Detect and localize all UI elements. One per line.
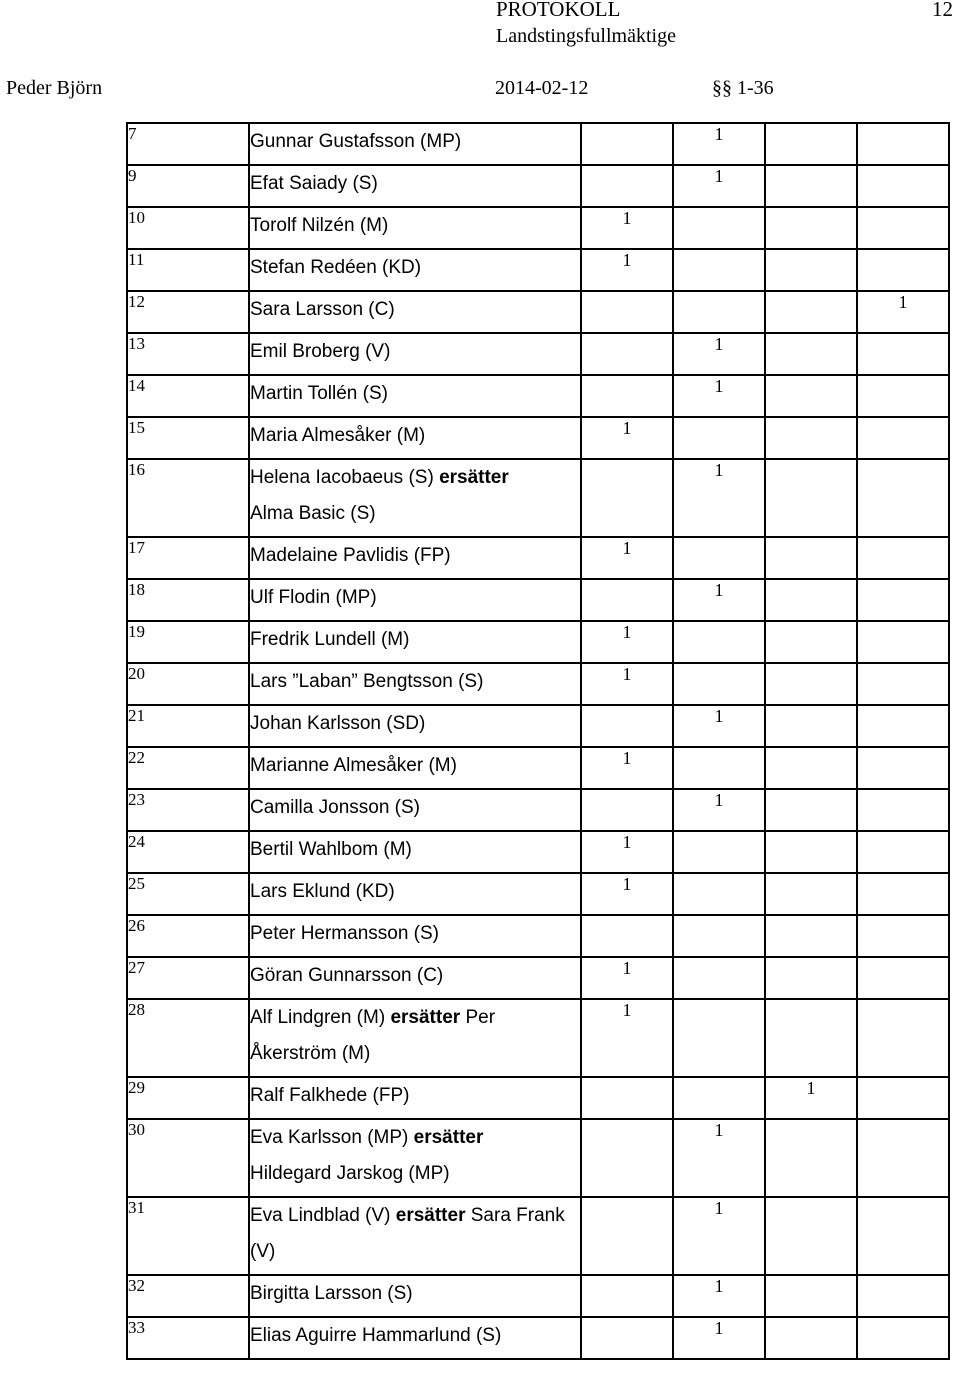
vote-extra [857,249,949,291]
vote-ja [581,1077,673,1119]
vote-ja: 1 [581,747,673,789]
substitute-keyword: ersätter [439,467,509,488]
vote-nej: 1 [673,789,765,831]
member-name: Torolf Nilzén (M) [249,207,581,249]
vote-nej [673,873,765,915]
vote-extra: 1 [857,291,949,333]
vote-avstar [765,249,857,291]
member-number: 22 [127,747,249,789]
member-number: 12 [127,291,249,333]
vote-nej [673,537,765,579]
voting-table-body [127,123,949,1359]
member-number: 28 [127,999,249,1077]
member-number: 15 [127,417,249,459]
table-row [127,1197,949,1275]
vote-avstar [765,999,857,1077]
vote-ja: 1 [581,417,673,459]
vote-ja [581,915,673,957]
vote-nej: 1 [673,1275,765,1317]
vote-nej [673,663,765,705]
member-number: 30 [127,1119,249,1197]
vote-nej [673,957,765,999]
member-name: Fredrik Lundell (M) [249,621,581,663]
vote-ja [581,333,673,375]
table-row [127,375,949,417]
member-name: Lars Eklund (KD) [249,873,581,915]
member-number: 25 [127,873,249,915]
document-subtitle: Landstingsfullmäktige [496,25,676,47]
vote-extra [857,1317,949,1359]
substitute-keyword: ersätter [390,1007,461,1028]
table-row [127,999,949,1077]
vote-avstar [765,1119,857,1197]
member-number: 11 [127,249,249,291]
member-name [249,999,581,1077]
vote-avstar [765,747,857,789]
member-number: 24 [127,831,249,873]
vote-extra [857,873,949,915]
vote-nej [673,417,765,459]
vote-extra [857,1275,949,1317]
member-number: 27 [127,957,249,999]
vote-avstar [765,333,857,375]
member-number: 18 [127,579,249,621]
vote-extra [857,957,949,999]
member-name-text: Eva Karlsson (MP) [250,1127,414,1148]
vote-avstar [765,417,857,459]
substitute-name-text: Sara Frank (V) [250,1205,565,1262]
vote-ja [581,1197,673,1275]
member-name: Ralf Falkhede (FP) [249,1077,581,1119]
member-name: Göran Gunnarsson (C) [249,957,581,999]
vote-avstar [765,705,857,747]
vote-ja: 1 [581,873,673,915]
member-name: Marianne Almesåker (M) [249,747,581,789]
vote-extra [857,915,949,957]
member-name: Stefan Redéen (KD) [249,249,581,291]
table-row [127,291,949,333]
vote-nej [673,831,765,873]
member-number: 31 [127,1197,249,1275]
table-row [127,249,949,291]
vote-ja [581,375,673,417]
vote-extra [857,621,949,663]
vote-avstar [765,957,857,999]
vote-ja [581,705,673,747]
member-name-text: Helena Iacobaeus (S) [250,467,440,488]
vote-extra [857,417,949,459]
table-row [127,831,949,873]
vote-ja [581,165,673,207]
member-number: 23 [127,789,249,831]
member-number: 29 [127,1077,249,1119]
table-row [127,789,949,831]
vote-ja: 1 [581,249,673,291]
vote-ja: 1 [581,537,673,579]
vote-extra [857,831,949,873]
substitute-keyword: ersätter [395,1205,466,1226]
paragraph-range: §§ 1-36 [712,77,774,99]
vote-ja [581,1275,673,1317]
vote-nej: 1 [673,459,765,537]
vote-ja [581,789,673,831]
vote-ja: 1 [581,663,673,705]
table-row [127,459,949,537]
vote-extra [857,1197,949,1275]
substitute-keyword: ersätter [413,1127,484,1148]
vote-ja: 1 [581,957,673,999]
meeting-date: 2014-02-12 [495,77,589,99]
member-number: 9 [127,165,249,207]
vote-nej: 1 [673,705,765,747]
vote-nej [673,747,765,789]
table-row [127,417,949,459]
vote-nej [673,291,765,333]
vote-nej [673,999,765,1077]
vote-avstar [765,291,857,333]
vote-avstar [765,375,857,417]
vote-avstar [765,165,857,207]
member-name: Martin Tollén (S) [249,375,581,417]
member-name: Bertil Wahlbom (M) [249,831,581,873]
member-number: 17 [127,537,249,579]
vote-extra [857,537,949,579]
member-name: Maria Almesåker (M) [249,417,581,459]
vote-avstar [765,621,857,663]
vote-extra [857,165,949,207]
member-name: Elias Aguirre Hammarlund (S) [249,1317,581,1359]
table-row [127,747,949,789]
member-name: Efat Saiady (S) [249,165,581,207]
vote-avstar [765,459,857,537]
table-row [127,1077,949,1119]
member-number: 7 [127,123,249,165]
member-name: Emil Broberg (V) [249,333,581,375]
vote-avstar [765,1197,857,1275]
vote-nej [673,207,765,249]
member-name: Camilla Jonsson (S) [249,789,581,831]
vote-ja: 1 [581,621,673,663]
vote-avstar [765,915,857,957]
table-row [127,123,949,165]
chairperson-name: Peder Björn [6,77,103,99]
vote-nej [673,621,765,663]
member-number: 33 [127,1317,249,1359]
table-row [127,1275,949,1317]
substitute-name-text: Alma Basic (S) [250,503,376,524]
member-name [249,1119,581,1197]
vote-extra [857,459,949,537]
vote-nej [673,1077,765,1119]
substitute-name-text: Per Åkerström (M) [250,1007,496,1064]
member-number: 20 [127,663,249,705]
vote-nej: 1 [673,1197,765,1275]
vote-avstar [765,1275,857,1317]
member-number: 26 [127,915,249,957]
member-number: 16 [127,459,249,537]
member-number: 32 [127,1275,249,1317]
member-name-text: Eva Lindblad (V) [250,1205,396,1226]
vote-extra [857,663,949,705]
table-row [127,579,949,621]
member-number: 21 [127,705,249,747]
member-name: Ulf Flodin (MP) [249,579,581,621]
vote-ja: 1 [581,999,673,1077]
member-name: Johan Karlsson (SD) [249,705,581,747]
vote-extra [857,333,949,375]
member-name: Lars ”Laban” Bengtsson (S) [249,663,581,705]
vote-ja [581,1317,673,1359]
vote-ja: 1 [581,207,673,249]
table-row [127,957,949,999]
member-name: Sara Larsson (C) [249,291,581,333]
vote-avstar [765,123,857,165]
vote-nej: 1 [673,333,765,375]
vote-extra [857,207,949,249]
member-name: Gunnar Gustafsson (MP) [249,123,581,165]
member-name: Madelaine Pavlidis (FP) [249,537,581,579]
table-row [127,705,949,747]
vote-avstar [765,831,857,873]
vote-avstar [765,579,857,621]
table-row [127,621,949,663]
vote-nej: 1 [673,165,765,207]
table-row [127,1119,949,1197]
member-name-text: Alf Lindgren (M) [250,1007,391,1028]
vote-extra [857,999,949,1077]
vote-ja [581,291,673,333]
table-row [127,537,949,579]
vote-nej: 1 [673,123,765,165]
table-row [127,333,949,375]
member-name [249,459,581,537]
table-row [127,207,949,249]
vote-ja: 1 [581,831,673,873]
table-row [127,915,949,957]
member-number: 19 [127,621,249,663]
vote-nej: 1 [673,1119,765,1197]
vote-nej: 1 [673,375,765,417]
vote-avstar [765,537,857,579]
vote-ja [581,579,673,621]
member-name: Peter Hermansson (S) [249,915,581,957]
member-name: Birgitta Larsson (S) [249,1275,581,1317]
vote-extra [857,789,949,831]
vote-extra [857,123,949,165]
vote-extra [857,375,949,417]
vote-avstar [765,207,857,249]
vote-ja [581,459,673,537]
vote-avstar [765,789,857,831]
vote-extra [857,1119,949,1197]
vote-extra [857,705,949,747]
vote-nej [673,915,765,957]
vote-extra [857,747,949,789]
vote-ja [581,123,673,165]
member-name [249,1197,581,1275]
vote-extra [857,579,949,621]
vote-ja [581,1119,673,1197]
substitute-name-text: Hildegard Jarskog (MP) [250,1163,450,1184]
vote-avstar: 1 [765,1077,857,1119]
vote-nej: 1 [673,1317,765,1359]
vote-avstar [765,1317,857,1359]
member-number: 14 [127,375,249,417]
document-title: PROTOKOLL [496,0,621,21]
vote-nej [673,249,765,291]
page-number: 12 [932,0,953,21]
vote-extra [857,1077,949,1119]
member-number: 13 [127,333,249,375]
voting-table [126,122,950,1360]
table-row [127,663,949,705]
vote-nej: 1 [673,579,765,621]
vote-avstar [765,873,857,915]
table-row [127,1317,949,1359]
member-number: 10 [127,207,249,249]
table-row [127,165,949,207]
vote-avstar [765,663,857,705]
table-row [127,873,949,915]
